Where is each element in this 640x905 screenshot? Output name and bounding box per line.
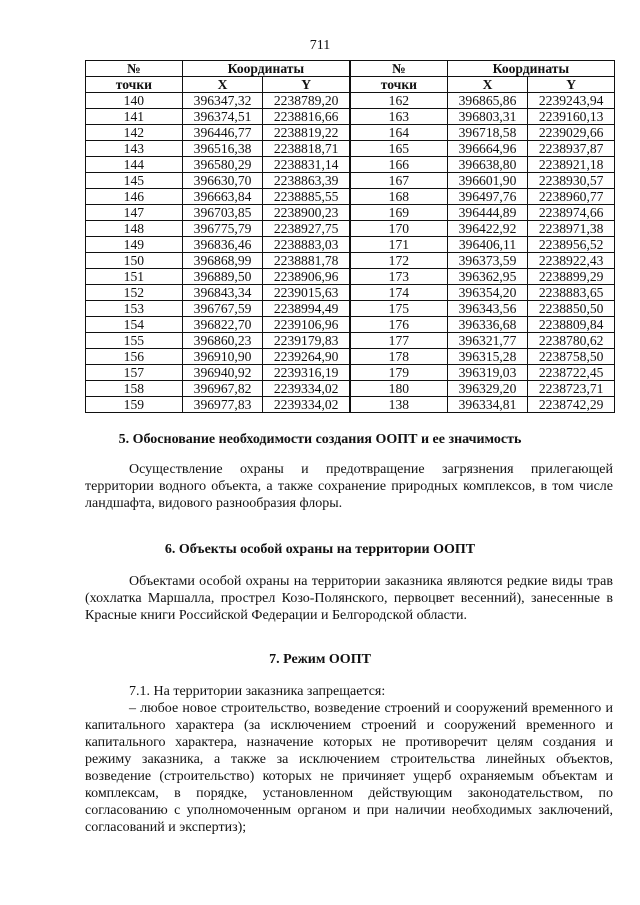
point-right-cell: 163 <box>350 109 447 125</box>
y-left-cell: 2239179,83 <box>263 333 350 349</box>
x-right-cell: 396354,20 <box>447 285 528 301</box>
point-left-cell: 156 <box>86 349 183 365</box>
point-right-cell: 168 <box>350 189 447 205</box>
x-left-cell: 396977,83 <box>182 397 263 413</box>
point-right-cell: 170 <box>350 221 447 237</box>
section-5-text: Осуществление охраны и предотвращение загрязнения прилегающей территории водного объекта, а также сохранение природных комплексов, в том числе ландшафта, видового разнообразия флоры. <box>85 462 613 511</box>
point-left-cell: 151 <box>86 269 183 285</box>
point-left-cell: 144 <box>86 157 183 173</box>
point-left-cell: 149 <box>86 237 183 253</box>
table-row <box>86 253 615 269</box>
y-right-cell: 2238883,65 <box>528 285 615 301</box>
point-right-cell: 164 <box>350 125 447 141</box>
y-left-cell: 2238994,49 <box>263 301 350 317</box>
point-left-cell: 152 <box>86 285 183 301</box>
x-right-cell: 396319,03 <box>447 365 528 381</box>
x-right-cell: 396321,77 <box>447 333 528 349</box>
x-right-cell: 396336,68 <box>447 317 528 333</box>
point-right-cell: 162 <box>350 93 447 109</box>
y-right-cell: 2238971,38 <box>528 221 615 237</box>
y-left-cell: 2238816,66 <box>263 109 350 125</box>
y-left-cell: 2238831,14 <box>263 157 350 173</box>
section-5-title: 5. Обоснование необходимости создания ООПТ и ее значимость <box>118 432 522 447</box>
point-left-cell: 145 <box>86 173 183 189</box>
table-row <box>86 221 615 237</box>
y-left-cell: 2238881,78 <box>263 253 350 269</box>
y-left-cell: 2238863,39 <box>263 173 350 189</box>
x-right-cell: 396718,58 <box>447 125 528 141</box>
x-left-cell: 396347,32 <box>182 93 263 109</box>
x-right-cell: 396343,56 <box>447 301 528 317</box>
y-right-cell: 2238899,29 <box>528 269 615 285</box>
x-right-cell: 396497,76 <box>447 189 528 205</box>
point-right-cell: 167 <box>350 173 447 189</box>
point-left-cell: 147 <box>86 205 183 221</box>
table-header-row-2 <box>86 77 615 93</box>
section-6-text: Объектами особой охраны на территории заказника являются редкие виды трав (хохлатка Маршалла, прострел Козо-Полянского, первоцвет весенний), занесенные в Красные книги Российской Федерации и Белгородской области. <box>85 574 613 623</box>
table-row <box>86 365 615 381</box>
header-coords-right: Координаты <box>447 61 614 77</box>
y-left-cell: 2238819,22 <box>263 125 350 141</box>
header-coords-left: Координаты <box>182 61 350 77</box>
y-right-cell: 2238960,77 <box>528 189 615 205</box>
section-7-item-intro: 7.1. На территории заказника запрещается: <box>129 684 386 699</box>
point-left-cell: 140 <box>86 93 183 109</box>
x-right-cell: 396315,28 <box>447 349 528 365</box>
header-y-left: Y <box>263 77 350 93</box>
table-row <box>86 301 615 317</box>
x-left-cell: 396775,79 <box>182 221 263 237</box>
x-right-cell: 396638,80 <box>447 157 528 173</box>
x-right-cell: 396406,11 <box>447 237 528 253</box>
point-right-cell: 177 <box>350 333 447 349</box>
y-left-cell: 2239264,90 <box>263 349 350 365</box>
point-right-cell: 169 <box>350 205 447 221</box>
section-6-title: 6. Объекты особой охраны на территории ООПТ <box>164 542 476 557</box>
x-right-cell: 396865,86 <box>447 93 528 109</box>
point-left-cell: 158 <box>86 381 183 397</box>
x-left-cell: 396703,85 <box>182 205 263 221</box>
header-x-right: X <box>447 77 528 93</box>
x-right-cell: 396664,96 <box>447 141 528 157</box>
x-left-cell: 396446,77 <box>182 125 263 141</box>
x-left-cell: 396940,92 <box>182 365 263 381</box>
table-row <box>86 349 615 365</box>
x-right-cell: 396444,89 <box>447 205 528 221</box>
x-left-cell: 396868,99 <box>182 253 263 269</box>
x-left-cell: 396822,70 <box>182 317 263 333</box>
y-left-cell: 2239316,19 <box>263 365 350 381</box>
x-left-cell: 396663,84 <box>182 189 263 205</box>
y-right-cell: 2239243,94 <box>528 93 615 109</box>
x-left-cell: 396967,82 <box>182 381 263 397</box>
x-left-cell: 396630,70 <box>182 173 263 189</box>
x-right-cell: 396334,81 <box>447 397 528 413</box>
y-right-cell: 2238974,66 <box>528 205 615 221</box>
table-row <box>86 269 615 285</box>
page-number: 711 <box>309 38 331 53</box>
point-left-cell: 143 <box>86 141 183 157</box>
y-left-cell: 2238883,03 <box>263 237 350 253</box>
point-left-cell: 154 <box>86 317 183 333</box>
header-point-right: точки <box>350 77 447 93</box>
y-right-cell: 2238742,29 <box>528 397 615 413</box>
y-left-cell: 2238927,75 <box>263 221 350 237</box>
point-right-cell: 180 <box>350 381 447 397</box>
x-left-cell: 396374,51 <box>182 109 263 125</box>
point-left-cell: 146 <box>86 189 183 205</box>
y-right-cell: 2238758,50 <box>528 349 615 365</box>
point-left-cell: 153 <box>86 301 183 317</box>
y-right-cell: 2238937,87 <box>528 141 615 157</box>
coordinates-table <box>85 60 615 413</box>
y-right-cell: 2238850,50 <box>528 301 615 317</box>
table-row <box>86 285 615 301</box>
table-row <box>86 333 615 349</box>
y-left-cell: 2238885,55 <box>263 189 350 205</box>
header-y-right: Y <box>528 77 615 93</box>
y-right-cell: 2238723,71 <box>528 381 615 397</box>
table-row <box>86 109 615 125</box>
header-no-left: № <box>86 61 183 77</box>
table-row <box>86 141 615 157</box>
table-row <box>86 189 615 205</box>
point-right-cell: 174 <box>350 285 447 301</box>
x-left-cell: 396580,29 <box>182 157 263 173</box>
table-row <box>86 381 615 397</box>
point-left-cell: 159 <box>86 397 183 413</box>
y-left-cell: 2238900,23 <box>263 205 350 221</box>
point-right-cell: 138 <box>350 397 447 413</box>
point-right-cell: 176 <box>350 317 447 333</box>
y-right-cell: 2239160,13 <box>528 109 615 125</box>
table-row <box>86 125 615 141</box>
point-left-cell: 141 <box>86 109 183 125</box>
x-right-cell: 396803,31 <box>447 109 528 125</box>
y-right-cell: 2238809,84 <box>528 317 615 333</box>
y-right-cell: 2238780,62 <box>528 333 615 349</box>
section-7-title: 7. Режим ООПТ <box>269 652 371 667</box>
table-header-row-1 <box>86 61 615 77</box>
point-right-cell: 166 <box>350 157 447 173</box>
y-left-cell: 2239334,02 <box>263 381 350 397</box>
header-x-left: X <box>182 77 263 93</box>
y-right-cell: 2238722,45 <box>528 365 615 381</box>
y-left-cell: 2239015,63 <box>263 285 350 301</box>
x-left-cell: 396843,34 <box>182 285 263 301</box>
header-no-right: № <box>350 61 447 77</box>
table-row <box>86 173 615 189</box>
y-right-cell: 2238921,18 <box>528 157 615 173</box>
point-right-cell: 175 <box>350 301 447 317</box>
point-left-cell: 157 <box>86 365 183 381</box>
x-right-cell: 396601,90 <box>447 173 528 189</box>
point-right-cell: 179 <box>350 365 447 381</box>
point-right-cell: 172 <box>350 253 447 269</box>
x-right-cell: 396362,95 <box>447 269 528 285</box>
table-row <box>86 237 615 253</box>
table-row <box>86 317 615 333</box>
x-left-cell: 396860,23 <box>182 333 263 349</box>
point-left-cell: 142 <box>86 125 183 141</box>
y-right-cell: 2238922,43 <box>528 253 615 269</box>
point-left-cell: 148 <box>86 221 183 237</box>
y-left-cell: 2238818,71 <box>263 141 350 157</box>
x-left-cell: 396836,46 <box>182 237 263 253</box>
x-left-cell: 396889,50 <box>182 269 263 285</box>
y-left-cell: 2239106,96 <box>263 317 350 333</box>
point-right-cell: 171 <box>350 237 447 253</box>
point-left-cell: 155 <box>86 333 183 349</box>
x-right-cell: 396422,92 <box>447 221 528 237</box>
y-left-cell: 2238906,96 <box>263 269 350 285</box>
y-left-cell: 2239334,02 <box>263 397 350 413</box>
table-row <box>86 93 615 109</box>
point-left-cell: 150 <box>86 253 183 269</box>
point-right-cell: 165 <box>350 141 447 157</box>
y-right-cell: 2238930,57 <box>528 173 615 189</box>
x-right-cell: 396373,59 <box>447 253 528 269</box>
section-7-bullet: – любое новое строительство, возведение строений и сооружений временного и капитального характера (за исключением строений и сооружений временного и капитального характера, назначение которых не противоречит целям создания и режиму заказника, а также за исключением строительства линейных объектов, возведение (строительство) которых не причиняет ущерб охраняемым объектам и комплексам, в порядке, установленном действующим законодательством, по согласованию с уполномоченным органом и при наличии необходимых заключений, согласований и экспертиз); <box>85 701 613 835</box>
x-left-cell: 396910,90 <box>182 349 263 365</box>
y-left-cell: 2238789,20 <box>263 93 350 109</box>
y-right-cell: 2238956,52 <box>528 237 615 253</box>
point-right-cell: 173 <box>350 269 447 285</box>
header-point-left: точки <box>86 77 183 93</box>
table-row <box>86 157 615 173</box>
point-right-cell: 178 <box>350 349 447 365</box>
x-right-cell: 396329,20 <box>447 381 528 397</box>
table-row <box>86 397 615 413</box>
x-left-cell: 396767,59 <box>182 301 263 317</box>
x-left-cell: 396516,38 <box>182 141 263 157</box>
table-row <box>86 205 615 221</box>
y-right-cell: 2239029,66 <box>528 125 615 141</box>
